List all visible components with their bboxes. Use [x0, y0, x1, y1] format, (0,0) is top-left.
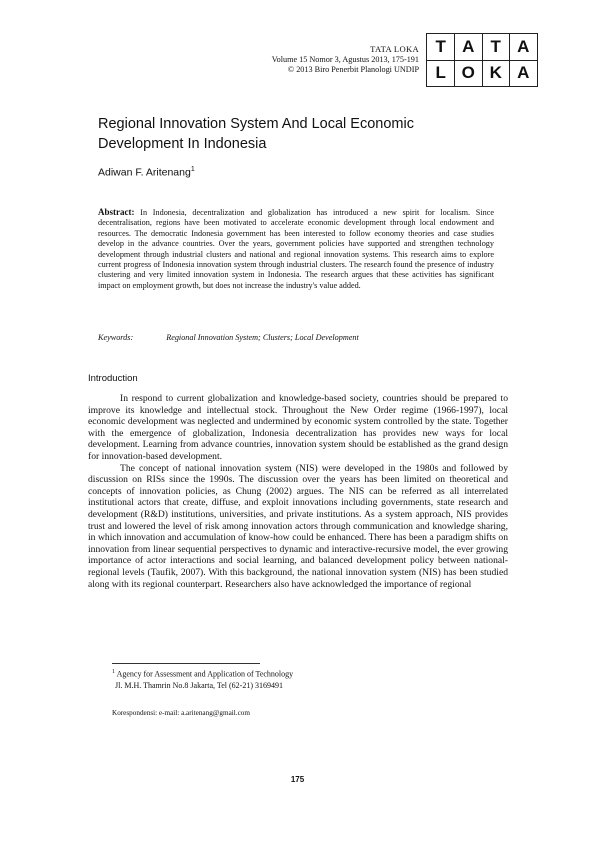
logo-letter: A [517, 63, 530, 82]
logo-letter: A [462, 37, 475, 56]
keywords [98, 333, 498, 342]
author-footnote-mark: 1 [190, 166, 195, 173]
logo-letter: T [435, 37, 446, 56]
logo-letter: L [435, 63, 446, 82]
paragraph: In respond to current globalization and knowledge-based society, countries should be prepared to improve its knowledge and intellectual stock. Throughout the New Order regime (1966-1997), local economic development was neglected and undermined by economic system controlled by the state. Together with the emergence of globalization, Indonesia decentralization has provides new ways for local development. Learning from advance countries, innovation system should be established as the grand design for innovation-based development. [88, 393, 508, 462]
keywords-label: Keywords: [98, 333, 134, 342]
footnote-divider [112, 663, 260, 664]
volume-line: Volume 15 Nomor 3, Agustus 2013, 175-191 [271, 54, 419, 64]
paragraph: The concept of national innovation system (NIS) were developed in the 1980s and followed by discussion on RISs since the 1990s. The discussion over the years has been limited on theoretical and concepts of innovation policies, as Chung (2002) argues. The NIS can be referred as all interrelated institutional actors that create, diffuse, and exploit innovations including governments, state research and development (R&D) institutions, universities, and private institutions. As a system approach, NIS provides trust and lowered the level of risk among innovation actors through communication and knowledge sharing, in which innovation and accumulation of know-how could be enhanced. There has been a paradigm shifts on innovation from linear sequential perspectives to dynamic and interactive-recursive model, the ever growing importance of actor interactions and social learning, and balanced development policy between national-regional levels (Taufik, 2007). With this background, the national innovation system (NIS) has been studied along with its regional counterpart. Researchers also have acknowledged the importance of regional [88, 462, 508, 590]
author-line [98, 166, 195, 179]
section-heading-introduction: Introduction [88, 373, 138, 384]
page-number: 175 [290, 775, 305, 784]
keywords-text: Regional Innovation System; Clusters; Local Development [166, 333, 359, 342]
article-title: Regional Innovation System And Local Economic Development In Indonesia [98, 116, 414, 152]
abstract-label: Abstract: [98, 207, 135, 217]
journal-header [272, 44, 419, 76]
correspondence: Korespondensi: e-mail: a.aritenang@gmail.com [112, 709, 250, 717]
logo-letter: A [517, 37, 530, 56]
logo-letter: O [461, 63, 475, 82]
logo-letter: K [489, 63, 502, 82]
footnote-address: Jl. M.H. Thamrin No.8 Jakarta, Tel (62-21) 3169491 [115, 680, 284, 690]
abstract-text: In Indonesia, decentralization and globalization has introduced a new spirit for localism. Since decentralisation, regions have been motivated to accelerate economic development through local endowment and resources. The democratic Indonesia government has been interested to follow economy theories and case studies develop in the advance countries. Over the years, government policies have supported and strengthen technology development through industrial clusters and national and regional innovation systems. This research aims to explore current progress of Indonesia innovation system through industrial clusters. The research found the presence of industry clustering and very limited innovation system in Indonesia. The research argues that these activities has significant impact on employment growth, but does not increase the industry's value added. [98, 208, 495, 290]
footnote [112, 667, 293, 691]
footnote-affiliation: Agency for Assessment and Application of Technology [116, 669, 294, 679]
copyright-line: © 2013 Biro Penerbit Planologi UNDIP [287, 65, 419, 74]
author-name: Adiwan F. Aritenang [98, 166, 191, 179]
journal-name: TATA LOKA [370, 44, 419, 54]
journal-logo [426, 33, 538, 87]
abstract [98, 207, 494, 291]
introduction-body [88, 393, 508, 590]
logo-letter: T [490, 37, 501, 56]
footnote-mark: 1 [112, 669, 115, 675]
